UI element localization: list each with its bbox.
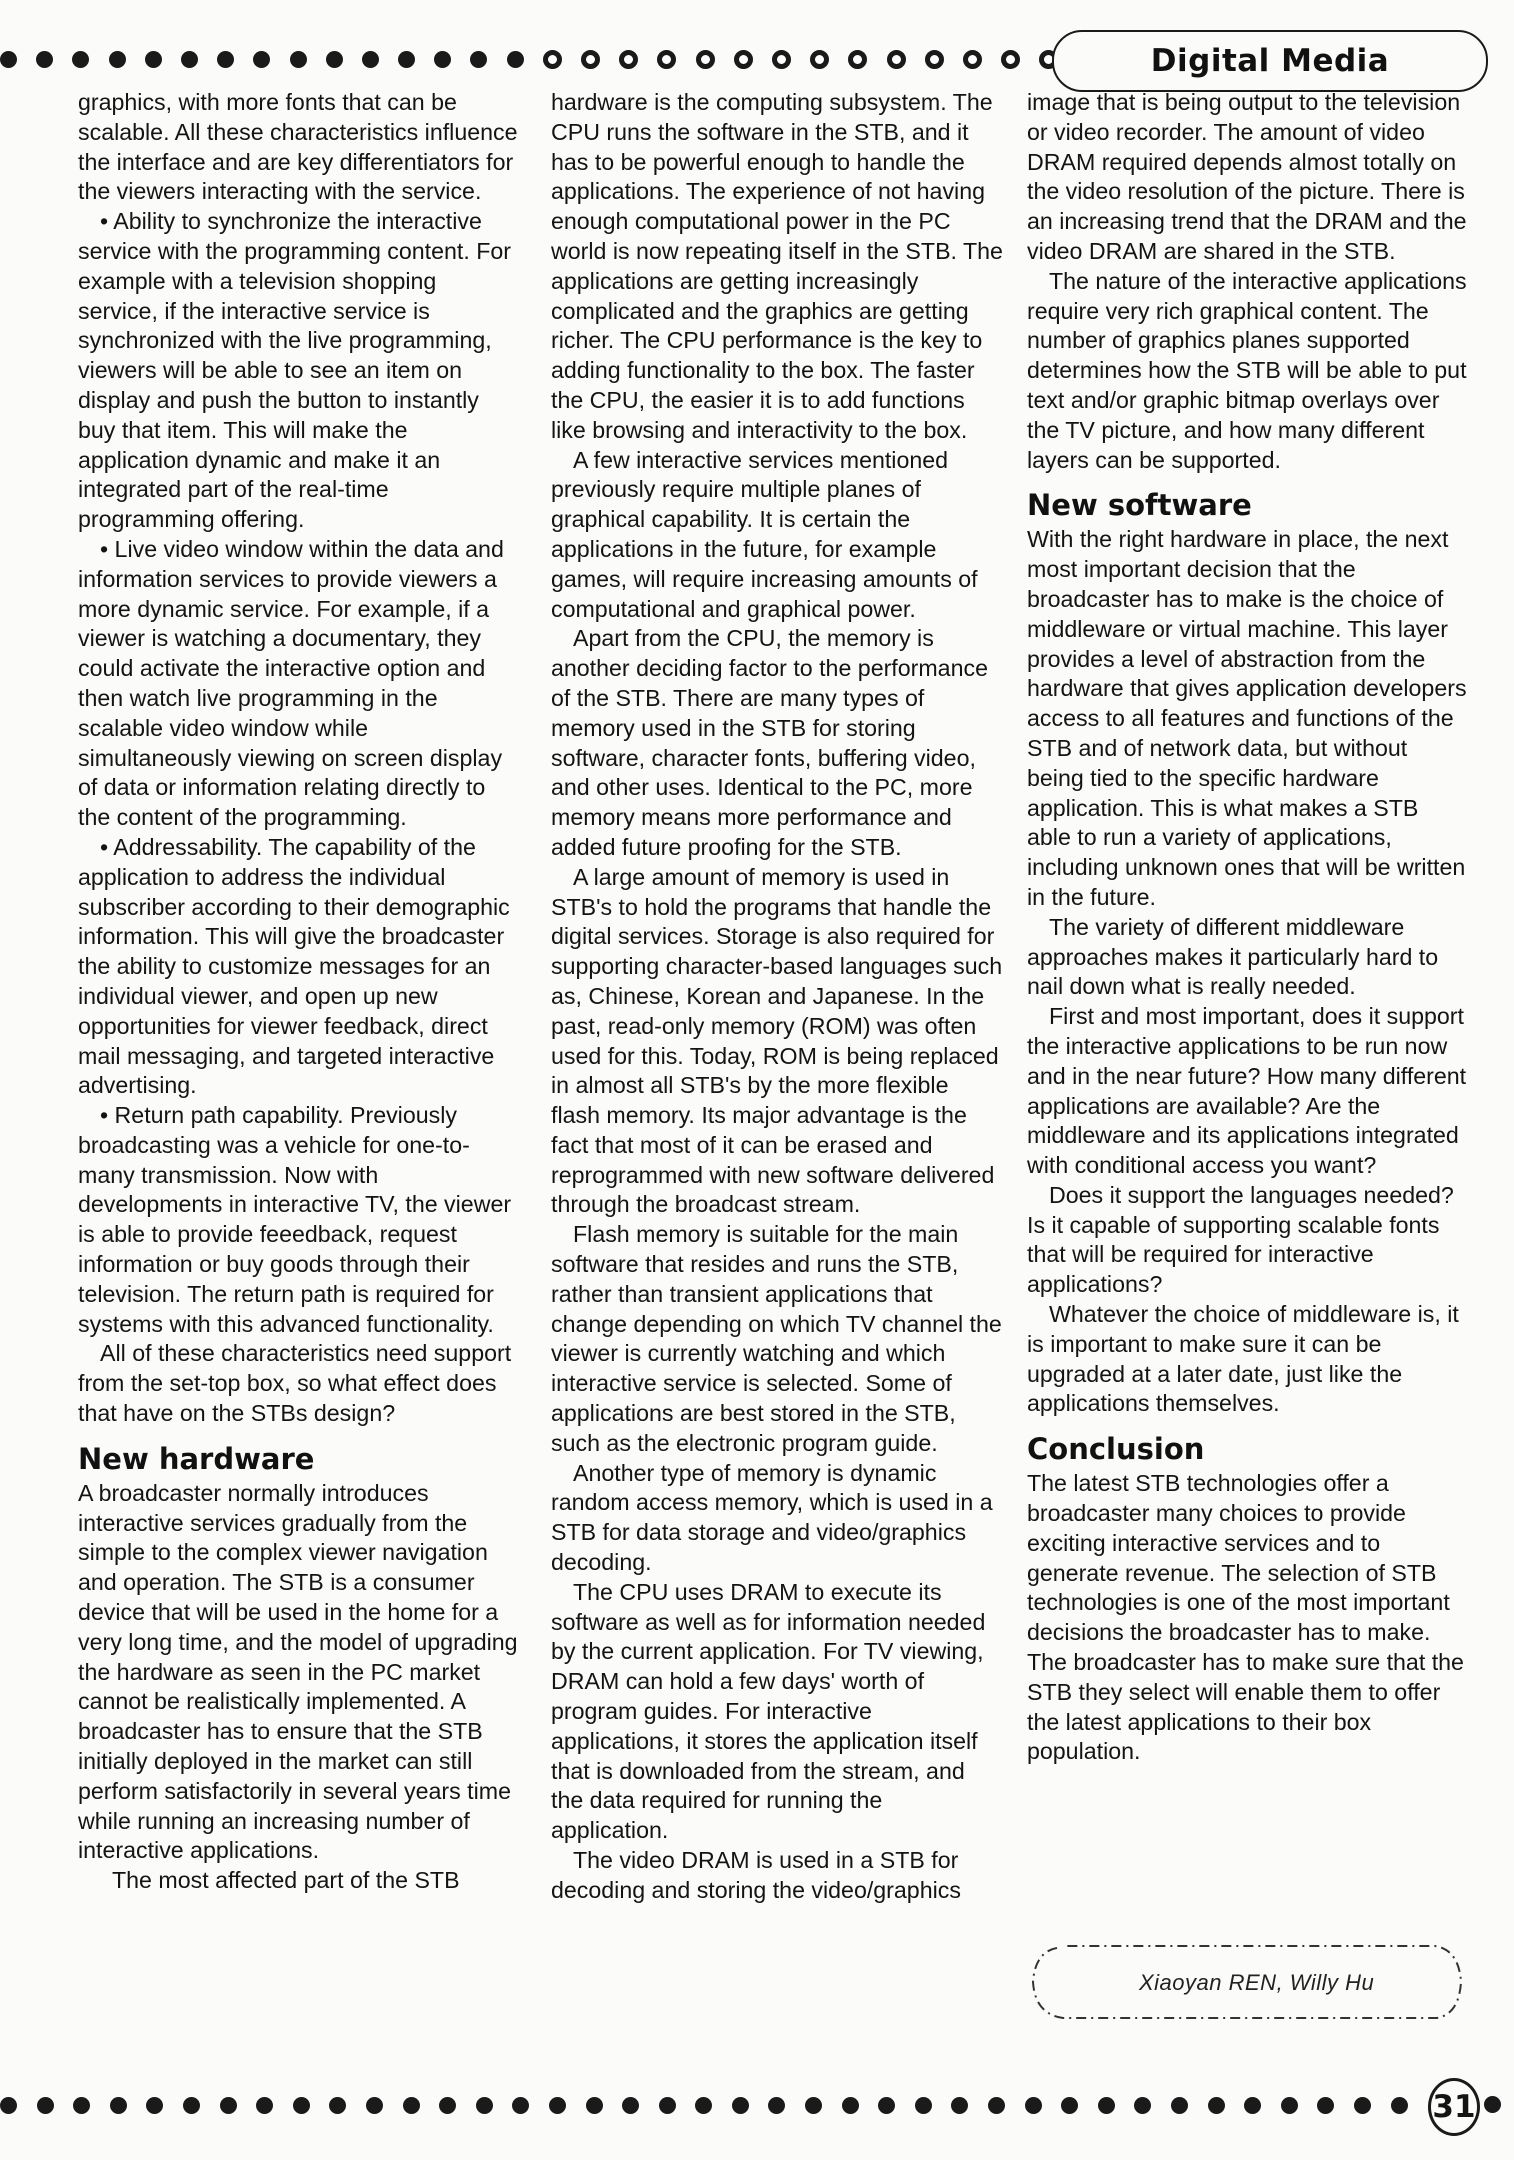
paragraph: • Return path capability. Previously broadcasting was a vehicle for one-to-many transmission. Now with developments in interactive TV, the viewer is able to provide feeedback, request information or buy goods through their television. The return path is required for systems with this advanced functionality. — [78, 1102, 512, 1337]
paragraph: The most affected part of the STB — [112, 1867, 460, 1894]
heading-new-hardware: New hardware — [78, 1441, 315, 1476]
paragraph: The CPU uses DRAM to execute its software as well as for information needed by the current application. For TV viewing, DRAM can hold a few days' worth of program guides. For interactive applications, it stores the application itself that is downloaded from the stream, and the data required for running the application. — [551, 1578, 986, 1844]
author-byline — [1027, 1938, 1467, 2026]
paragraph: • Live video window within the data and information services to provide viewers a more dynamic service. For example, if a viewer is watching a documentary, they could activate the interactive option and then watch live programming in the scalable video window while simultaneously viewing on screen display of data or information relating directly to the content of the programming. — [78, 535, 504, 831]
paragraph: The latest STB technologies offer a broadcaster many choices to provide exciting interactive services and to generate revenue. The selection of STB technologies is one of the most important decisions the broadcaster has to make. The broadcaster has to make sure that the STB they select will enable them to offer the latest applications to their box population. — [1027, 1470, 1464, 1765]
paragraph: image that is being output to the television or video recorder. The amount of video DRAM required depends almost totally on the video resolution of the picture. There is an increasing trend that the DRAM and the video DRAM are shared in the STB. — [1027, 89, 1467, 264]
paragraph: The variety of different middleware approaches makes it particularly hard to nail down what is really needed. — [1027, 913, 1439, 1000]
paragraph: hardware is the computing subsystem. The CPU runs the software in the STB, and it has to be powerful enough to handle the applications. The experience of not having enough computational power in the PC world is now repeating itself in the STB. The applications are getting increasingly complicated and the graphics are getting richer. The CPU performance is the key to adding functionality to the box. The faster the CPU, the easier it is to add functions like browsing and interactivity to the box. — [551, 89, 1003, 443]
paragraph: Another type of memory is dynamic random access memory, which is used in a STB for data storage and video/graphics decoding. — [551, 1459, 993, 1576]
paragraph: Whatever the choice of middleware is, it is important to make sure it can be upgraded at a later date, just like the applications themselves. — [1027, 1301, 1459, 1417]
paragraph: • Addressability. The capability of the application to address the individual subscriber according to their demographic information. This will give the broadcaster the ability to customize messages for an individual viewer, and open up new opportunities for viewer feedback, direct mail messaging, and targeted interactive advertising. — [78, 833, 510, 1099]
bottom-dot-border — [0, 2090, 1440, 2120]
paragraph: All of these characteristics need support from the set-top box, so what effect does that have on the STBs design? — [78, 1340, 512, 1427]
page-number: 31 — [1428, 2078, 1480, 2136]
paragraph: First and most important, does it support the interactive applications to be run now and in the near future? How many different applications are available? Are the middleware and its applications integrated with conditional access you want? — [1027, 1003, 1467, 1179]
paragraph: Flash memory is suitable for the main software that resides and runs the STB, rather than transient applications that change depending on which TV channel the viewer is currently watching and which interactive service is selected. Some of applications are best stored in the STB, such as the electronic program guide. — [551, 1221, 1002, 1456]
heading-new-software: New software — [1027, 488, 1252, 523]
column-3 — [1027, 88, 1467, 1767]
paragraph: Apart from the CPU, the memory is another deciding factor to the performance of the STB. There are many types of memory used in the STB for storing software, character fonts, buffering video, and other uses. Identical to the PC, more memory means more performance and added future proofing for the STB. — [551, 625, 988, 860]
byline-authors: Xiaoyan REN, Willy Hu — [1139, 1970, 1375, 1995]
paragraph: The video DRAM is used in a STB for decoding and storing the video/graphics — [551, 1847, 961, 1903]
paragraph: A few interactive services mentioned previously require multiple planes of graphical capability. It is certain the applications in the future, for example games, will require increasing amounts of computational and graphical power. — [551, 446, 978, 622]
paragraph: A large amount of memory is used in STB's to hold the programs that handle the digital services. Storage is also required for supporting character-based languages such as, Chinese, Korean and Japanese. In the past, read-only memory (ROM) was often used for this. Today, ROM is being replaced in almost all STB's by the more flexible flash memory. Its major advantage is the fact that most of it can be erased and reprogrammed with new software delivered through the broadcast stream. — [551, 863, 1003, 1218]
paragraph: graphics, with more fonts that can be scalable. All these characteristics influence the interface and are key differentiators for the viewers interacting with the service. — [78, 89, 518, 205]
paragraph: Does it support the languages needed? Is it capable of supporting scalable fonts that will be required for interactive applications? — [1027, 1181, 1454, 1298]
bottom-dot-end — [1484, 2096, 1501, 2113]
column-2 — [551, 88, 1003, 1906]
paragraph: A broadcaster normally introduces interactive services gradually from the simple to the complex viewer navigation and operation. The STB is a consumer device that will be used in the home for a very long time, and the model of upgrading the hardware as seen in the PC market cannot be realistically implemented. A broadcaster has to ensure that the STB initially deployed in the market can still perform satisfactorily in several years time while running an increasing number of interactive applications. — [78, 1479, 518, 1864]
heading-conclusion: Conclusion — [1027, 1432, 1205, 1467]
paragraph: With the right hardware in place, the next most important decision that the broadcaster has to make is the choice of middleware or virtual machine. This layer provides a level of abstraction from the hardware that gives application developers access to all features and functions of the STB and of network data, but without being tied to the specific hardware application. This is what makes a STB able to run a variety of applications, including unknown ones that will be written in the future. — [1027, 526, 1467, 910]
column-1 — [78, 88, 518, 1896]
section-title-tab: Digital Media — [1052, 30, 1488, 92]
paragraph: • Ability to synchronize the interactive service with the programming content. For example with a television shopping service, if the interactive service is synchronized with the live programming, viewers will be able to see an item on display and push the button to instantly buy that item. This will make the application dynamic and make it an integrated part of the real-time programming offering. — [78, 208, 512, 533]
paragraph: The nature of the interactive applications require very rich graphical content. The number of graphics planes supported determines how the STB will be able to put text and/or graphic bitmap overlays over the TV picture, and how many different layers can be supported. — [1027, 267, 1467, 473]
